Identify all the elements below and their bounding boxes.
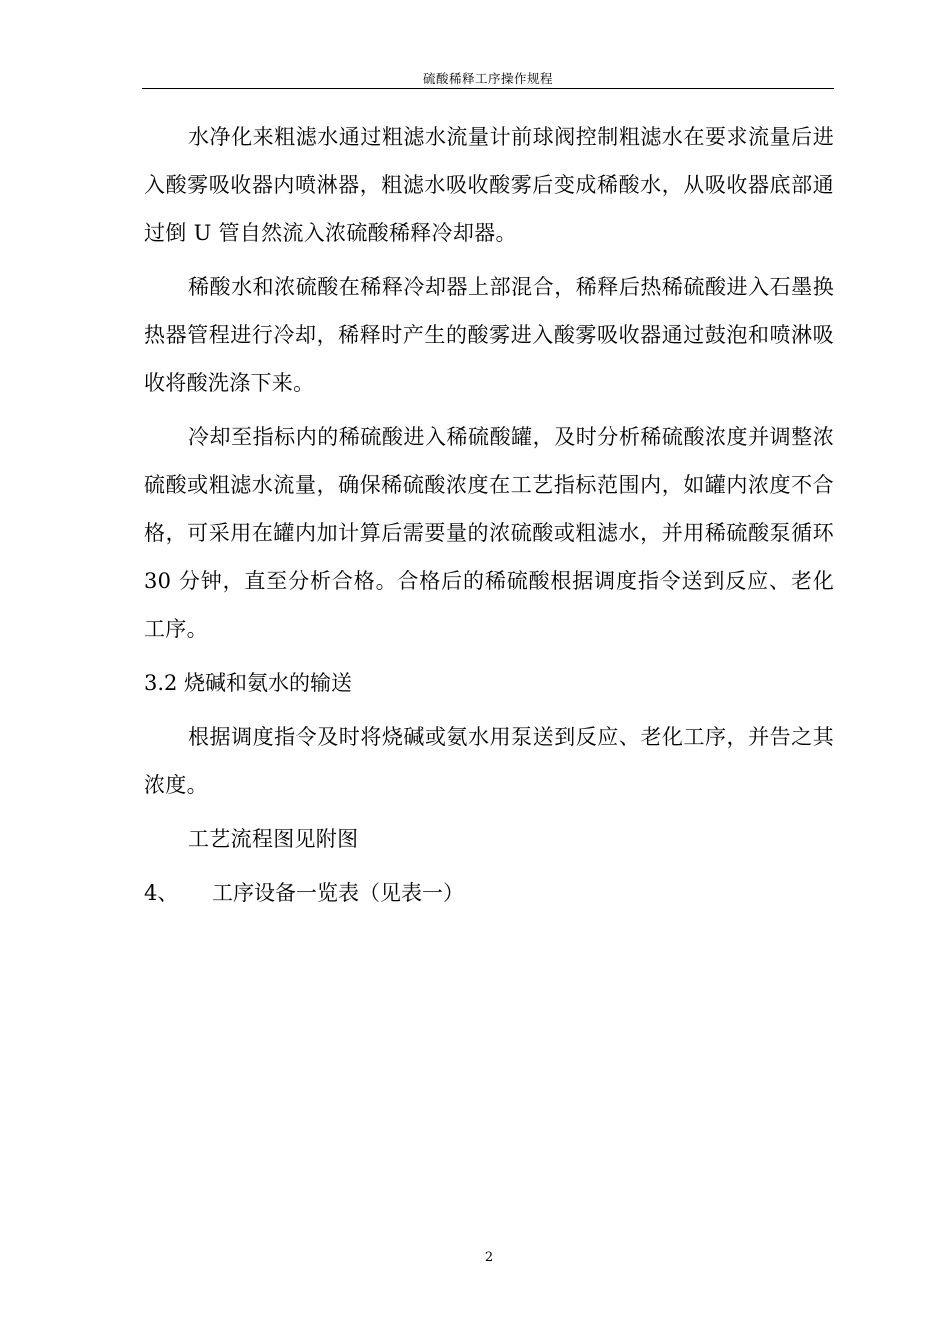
paragraph-dilution-cooling: 稀酸水和浓硫酸在稀释冷却器上部混合，稀释后热稀硫酸进入石墨换热器管程进行冷却，稀释时产生的酸雾进入酸雾吸收器通过鼓泡和喷淋吸收将酸洗涤下来。 — [144, 275, 834, 395]
section-number: 4、 — [144, 881, 179, 905]
section-title: 工序设备一览表（见表一） — [212, 881, 464, 905]
paragraph-dilute-acid-tank: 冷却至指标内的稀硫酸进入稀硫酸罐，及时分析稀硫酸浓度并调整浓硫酸或粗滤水流量，确保稀硫酸浓度在工艺指标范围内，如罐内浓度不合格，可采用在罐内加计算后需要量的浓硫酸或粗滤水，并用稀硫酸泵循环 30 分钟，直至分析合格。合格后的稀硫酸根据调度指令送到反应、老化工序。 — [144, 425, 834, 641]
section-heading-4 — [144, 869, 834, 917]
paragraph-caustic-ammonia: 根据调度指令及时将烧碱或氨水用泵送到反应、老化工序，并告之其浓度。 — [144, 725, 834, 797]
paragraph-flow-chart-note: 工艺流程图见附图 — [188, 827, 359, 851]
paragraph-water-purification: 水净化来粗滤水通过粗滤水流量计前球阀控制粗滤水在要求流量后进入酸雾吸收器内喷淋器，粗滤水吸收酸雾后变成稀酸水，从吸收器底部通过倒 U 管自然流入浓硫酸稀释冷却器。 — [144, 125, 834, 245]
section-title: 烧碱和氨水的输送 — [184, 671, 352, 695]
header-rule — [142, 88, 834, 89]
running-header: 硫酸稀释工序操作规程 — [422, 71, 553, 86]
body-text — [144, 113, 834, 917]
page-number: 2 — [484, 1250, 494, 1265]
section-heading-3-2 — [144, 659, 834, 707]
section-number: 3.2 — [144, 671, 178, 695]
